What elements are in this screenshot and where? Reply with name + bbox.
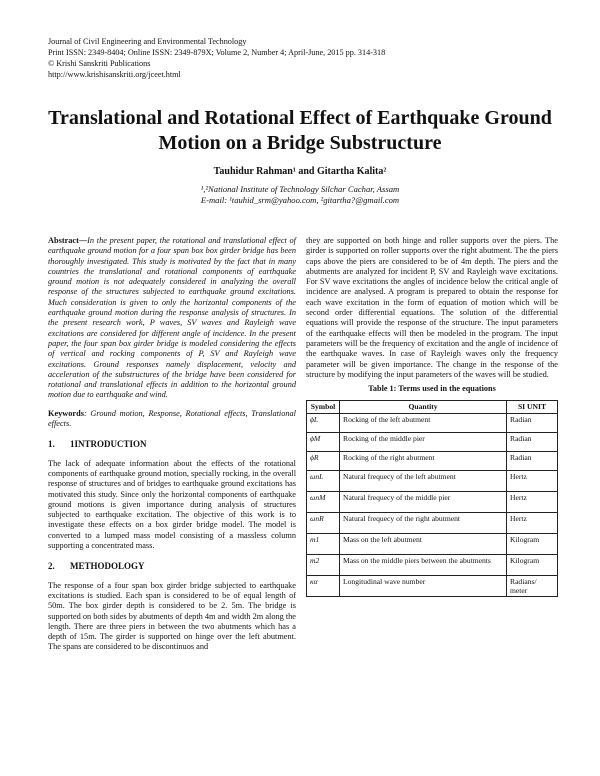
table-row <box>307 413 558 432</box>
table-row <box>307 533 558 554</box>
symbol-cell: ϕL <box>307 413 340 432</box>
unit-cell: Hertz <box>507 491 558 512</box>
section-number: 1. <box>48 439 55 450</box>
unit-cell: Hertz <box>507 470 558 491</box>
symbol-cell: κα <box>307 575 340 596</box>
keywords-label: Keywords <box>48 408 84 418</box>
unit-cell: Radians/ meter <box>507 575 558 596</box>
right-column <box>306 236 558 597</box>
table-row <box>307 491 558 512</box>
paper-title: Translational and Rotational Effect of Earthquake Ground Motion on a Bridge Substructure <box>48 107 552 154</box>
copyright-line: © Krishi Sanskriti Publications <box>48 59 151 68</box>
quantity-cell: Natural frequecy of the right abutment <box>340 512 507 533</box>
abstract <box>48 236 296 401</box>
symbol-cell: ωnL <box>307 470 340 491</box>
symbol-cell: m2 <box>307 554 340 575</box>
unit-cell: Radian <box>507 451 558 470</box>
issn-line: Print ISSN: 2349-8404; Online ISSN: 2349-879X; Volume 2, Number 4; April-June, 2015 pp. 314-318 <box>48 48 386 57</box>
unit-cell: Kilogram <box>507 533 558 554</box>
paper-authors: Tauhidur Rahman¹ and Gitartha Kalita² <box>213 166 387 177</box>
symbol-cell: ωnR <box>307 512 340 533</box>
introduction-text: The lack of adequate information about the effects of the rotational components of earthquake ground motion, specially rocking, in the overall response of structures and of bridges to earthquake ground excitations has motivated this study. Since only the horizontal components of earthquake ground motions is given importance during analysis of structures subjected to earthquake excitation. The objective of this work is to investigate these effects on a box girder bridge model. The model is converted to a lumped mass model consisting of a massless column supporting a concentrated mass. <box>48 458 296 551</box>
table-row <box>307 432 558 451</box>
column-header: Symbol <box>307 401 340 413</box>
email-line: E-mail: ¹tauhid_srm@yahoo.com, ²gitartha?@gmail.com <box>200 195 400 205</box>
unit-cell: Radian <box>507 413 558 432</box>
affiliation-block <box>0 184 600 206</box>
unit-cell: Kilogram <box>507 554 558 575</box>
unit-cell: Hertz <box>507 512 558 533</box>
table-header-row <box>307 401 558 413</box>
symbol-cell: ϕR <box>307 451 340 470</box>
table-row <box>307 470 558 491</box>
section-heading-methodology <box>48 561 296 571</box>
column-header: SI UNIT <box>507 401 558 413</box>
keywords <box>48 409 296 430</box>
symbol-cell: ωnM <box>307 491 340 512</box>
table-caption: Table 1: Terms used in the equations <box>368 384 496 394</box>
quantity-cell: Natural frequecy of the middle pier <box>340 491 507 512</box>
left-column <box>48 236 296 653</box>
section-heading-introduction <box>48 439 296 449</box>
symbol-cell: m1 <box>307 533 340 554</box>
keywords-text: : Ground motion, Response, Rotational effects, Translational effects. <box>48 408 296 429</box>
quantity-cell: Natural frequecy of the left abutment <box>340 470 507 491</box>
quantity-cell: Rocking of the middle pier <box>340 432 507 451</box>
journal-url[interactable]: http://www.krishisanskriti.org/jceet.html <box>48 70 181 79</box>
table-row <box>307 575 558 596</box>
section-title: 1INTRODUCTION <box>70 439 147 450</box>
table-row <box>307 451 558 470</box>
terms-table <box>306 400 558 597</box>
quantity-cell: Longitudinal wave number <box>340 575 507 596</box>
journal-header <box>48 36 568 80</box>
quantity-cell: Mass on the left abutment <box>340 533 507 554</box>
section-number: 2. <box>48 561 55 572</box>
abstract-label: Abstract— <box>48 236 88 245</box>
journal-name: Journal of Civil Engineering and Environmental Technology <box>48 37 247 46</box>
methodology-continued-text: they are supported on both hinge and roller supports over the piers. The girder is supported on roller supports over the right abutment. The the piers caps above the piers are considered to be of 4m depth. The piers and the abutments are analyzed for incident P, SV and Rayleigh wave excitations. For SV wave excitations the angles of incidence below the critical angle of incidence are analysed. A program is prepared to obtain the response for each wave excitation in the form of equation of motion which will be second order differential equations. The solution of the differential equations will provide the response of the structure. The input parameters of the earthquake effects will then be modeled in the program. The input parameters will be the frequency of excitation and the angle of incidence of the earthquake waves. In case of Rayleigh waves only the frequency parameter will be given importance. The change in the response of the structure by modifying the input parameters of the waves will be studied. <box>306 236 558 379</box>
table-row <box>307 554 558 575</box>
methodology-text: The response of a four span box girder bridge subjected to earthquake excitations is studied. Each span is considered to be of equal length of 50m. The box girder depth is considered to be 2. 5m. The bridge is supported on both sides by abutments of depth 4m and width 2m along the length. There are three piers in between the two abutments which has a depth of 15m. The girder is supported on hinge over the left abutment. The spans are considered to be discontinuos and <box>48 580 296 652</box>
symbol-cell: ϕM <box>307 432 340 451</box>
affiliation: ¹,²National Institute of Technology Silchar Cachar, Assam <box>200 184 400 194</box>
quantity-cell: Rocking of the left abutment <box>340 413 507 432</box>
unit-cell: Radian <box>507 432 558 451</box>
section-title: METHODOLOGY <box>70 561 145 572</box>
quantity-cell: Rocking of the right abutment <box>340 451 507 470</box>
abstract-text: In the present paper, the rotational and translational effect of earthquake ground motion for a four span box box girder bridge has been thoroughly investigated. This study is motivated by the fact that in many countries the translational and rotational components of earthquake ground motion is not adequately considered in analyzing the overall response of the structures subjected to earthquake ground excitations. Much consideration is given to only the horizontal components of the earthquake ground motion during the response analysis of structures. In the present research work, P waves, SV waves and Rayleigh wave excitations are considered for different angle of incidence. In the present paper, the four span box girder bridge is modeled considering the effects of vertical and rocking components of P, SV and Rayleigh wave excitations. Ground responses namely displacement, velocity and acceleration of the substructures of the bridge have been considered for rotational and translational effects in addition to the horizontal ground motion due to earthquake and wind. <box>48 236 296 400</box>
quantity-cell: Mass on the middle piers between the abutments <box>340 554 507 575</box>
table-row <box>307 512 558 533</box>
column-header: Quantity <box>340 401 507 413</box>
